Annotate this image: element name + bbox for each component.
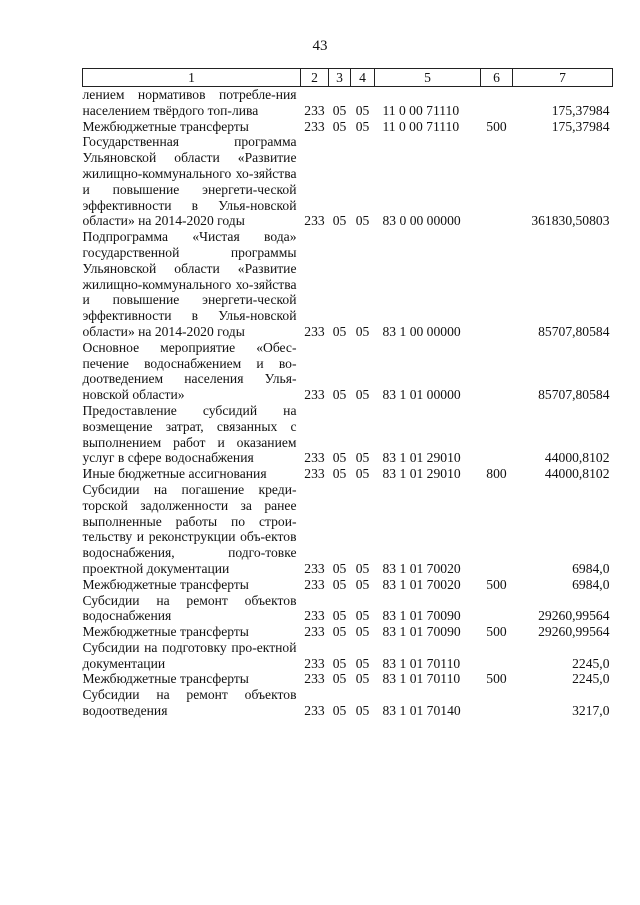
row-expense-type xyxy=(481,687,513,719)
row-target-article: 11 0 00 71110 xyxy=(382,118,460,134)
table-row xyxy=(83,671,613,687)
row-amount: 85707,80584 xyxy=(538,323,610,339)
table-row xyxy=(83,87,613,119)
table-row xyxy=(83,640,613,672)
row-amount: 2245,0 xyxy=(572,671,610,687)
table-row xyxy=(83,340,613,403)
header-col-5: 5 xyxy=(375,69,481,87)
row-code-admin: 233 xyxy=(304,102,325,118)
row-code-admin: 233 xyxy=(304,450,325,466)
row-name: Субсидии на ремонт объектов водоснабжения xyxy=(82,592,297,624)
row-amount: 44000,8102 xyxy=(544,466,610,482)
row-subsection: 05 xyxy=(355,213,370,229)
table-header-row xyxy=(83,69,613,87)
row-expense-type: 500 xyxy=(486,671,507,687)
header-col-4: 4 xyxy=(351,69,375,87)
row-expense-type xyxy=(481,134,513,229)
row-target-article: 83 0 00 00000 xyxy=(382,213,461,229)
row-subsection: 05 xyxy=(355,560,370,576)
page-number: 43 xyxy=(312,38,328,54)
row-expense-type xyxy=(481,87,513,119)
row-section: 05 xyxy=(332,608,347,624)
row-amount: 85707,80584 xyxy=(538,387,610,403)
row-amount: 361830,50803 xyxy=(531,213,610,229)
row-subsection: 05 xyxy=(355,703,370,719)
row-name: Межбюджетные трансферты xyxy=(82,576,249,592)
row-code-admin: 233 xyxy=(304,387,325,403)
row-name: Подпрограмма «Чистая вода» государственной программы Ульяновской области «Развитие жилищно-коммунального хо-зяйства и повышение энергети-ческой эффективности в Улья-новской области» на 2014-2020 годы xyxy=(82,229,297,339)
row-target-article: 11 0 00 71110 xyxy=(382,102,460,118)
row-subsection: 05 xyxy=(355,655,370,671)
table-row xyxy=(83,687,613,719)
row-expense-type xyxy=(481,340,513,403)
row-amount: 6984,0 xyxy=(572,560,610,576)
row-section: 05 xyxy=(332,213,347,229)
row-expense-type: 500 xyxy=(486,118,507,134)
row-subsection: 05 xyxy=(355,608,370,624)
row-section: 05 xyxy=(332,466,347,482)
row-code-admin: 233 xyxy=(304,576,325,592)
table-row xyxy=(83,482,613,577)
row-section: 05 xyxy=(332,118,347,134)
row-subsection: 05 xyxy=(355,118,370,134)
row-expense-type xyxy=(481,640,513,672)
header-col-1: 1 xyxy=(83,69,301,87)
row-name: Субсидии на погашение креди-торской задолженности за ранее выполненные работы по строи-тельству и реконструкции объ-ектов водоснабжения, подго-товке проектной документации xyxy=(82,481,297,576)
row-target-article: 83 1 01 70020 xyxy=(382,560,461,576)
table-row xyxy=(83,134,613,229)
row-section: 05 xyxy=(332,624,347,640)
row-amount: 3217,0 xyxy=(572,703,610,719)
table-row xyxy=(83,577,613,593)
row-expense-type xyxy=(481,229,513,340)
header-col-2: 2 xyxy=(301,69,329,87)
row-subsection: 05 xyxy=(355,102,370,118)
table-row xyxy=(83,403,613,466)
row-code-admin: 233 xyxy=(304,118,325,134)
row-name: Предоставление субсидий на возмещение затрат, связанных с выполнением работ и оказанием услуг в сфере водоснабжения xyxy=(82,402,297,466)
row-amount: 29260,99564 xyxy=(538,608,610,624)
row-expense-type xyxy=(481,482,513,577)
row-code-admin: 233 xyxy=(304,655,325,671)
row-code-admin: 233 xyxy=(304,703,325,719)
row-target-article: 83 1 01 70020 xyxy=(382,576,461,592)
row-code-admin: 233 xyxy=(304,323,325,339)
row-subsection: 05 xyxy=(355,671,370,687)
table-row xyxy=(83,466,613,482)
row-name: лением нормативов потребле-ния населением твёрдого топ-лива xyxy=(82,87,297,118)
row-target-article: 83 1 01 29010 xyxy=(382,466,461,482)
row-subsection: 05 xyxy=(355,466,370,482)
row-target-article: 83 1 01 70090 xyxy=(382,608,461,624)
row-section: 05 xyxy=(332,450,347,466)
row-section: 05 xyxy=(332,387,347,403)
row-code-admin: 233 xyxy=(304,560,325,576)
header-col-3: 3 xyxy=(329,69,351,87)
table-body xyxy=(83,87,613,719)
row-target-article: 83 1 00 00000 xyxy=(382,323,461,339)
row-amount: 175,37984 xyxy=(551,118,610,134)
row-section: 05 xyxy=(332,323,347,339)
row-expense-type: 500 xyxy=(486,576,507,592)
row-code-admin: 233 xyxy=(304,624,325,640)
row-target-article: 83 1 01 70110 xyxy=(382,671,461,687)
row-subsection: 05 xyxy=(355,624,370,640)
row-name: Межбюджетные трансферты xyxy=(82,624,249,640)
budget-table xyxy=(82,68,613,719)
row-section: 05 xyxy=(332,655,347,671)
row-subsection: 05 xyxy=(355,450,370,466)
row-subsection: 05 xyxy=(355,387,370,403)
row-amount: 6984,0 xyxy=(572,576,610,592)
row-expense-type: 800 xyxy=(486,466,507,482)
table-row xyxy=(83,119,613,135)
table-row xyxy=(83,593,613,625)
row-section: 05 xyxy=(332,576,347,592)
row-subsection: 05 xyxy=(355,576,370,592)
row-amount: 2245,0 xyxy=(572,655,610,671)
row-code-admin: 233 xyxy=(304,671,325,687)
row-amount: 44000,8102 xyxy=(544,450,610,466)
row-target-article: 83 1 01 00000 xyxy=(382,387,461,403)
row-target-article: 83 1 01 70110 xyxy=(382,655,461,671)
header-col-7: 7 xyxy=(513,69,613,87)
row-section: 05 xyxy=(332,102,347,118)
row-expense-type xyxy=(481,593,513,625)
row-code-admin: 233 xyxy=(304,608,325,624)
row-expense-type: 500 xyxy=(486,624,507,640)
row-target-article: 83 1 01 70090 xyxy=(382,624,461,640)
row-name: Субсидии на подготовку про-ектной документации xyxy=(82,639,297,671)
row-code-admin: 233 xyxy=(304,213,325,229)
row-amount: 175,37984 xyxy=(551,102,610,118)
row-section: 05 xyxy=(332,560,347,576)
row-target-article: 83 1 01 70140 xyxy=(382,703,461,719)
row-section: 05 xyxy=(332,703,347,719)
row-name: Субсидии на ремонт объектов водоотведения xyxy=(82,687,297,719)
row-name: Межбюджетные трансферты xyxy=(82,671,249,687)
row-expense-type xyxy=(481,403,513,466)
row-amount: 29260,99564 xyxy=(538,624,610,640)
row-name: Основное мероприятие «Обес-печение водоснабжением и во-доотведением населения Улья-новской области» xyxy=(82,339,297,403)
row-name: Государственная программа Ульяновской области «Развитие жилищно-коммунального хо-зяйства и повышение энергети-ческой эффективности в Улья-новской области» на 2014-2020 годы xyxy=(82,134,297,229)
row-subsection: 05 xyxy=(355,323,370,339)
row-name: Межбюджетные трансферты xyxy=(82,118,249,134)
table-row xyxy=(83,624,613,640)
header-col-6: 6 xyxy=(481,69,513,87)
table-row xyxy=(83,229,613,340)
row-name: Иные бюджетные ассигнования xyxy=(82,466,267,482)
row-section: 05 xyxy=(332,671,347,687)
row-target-article: 83 1 01 29010 xyxy=(382,450,461,466)
row-code-admin: 233 xyxy=(304,466,325,482)
